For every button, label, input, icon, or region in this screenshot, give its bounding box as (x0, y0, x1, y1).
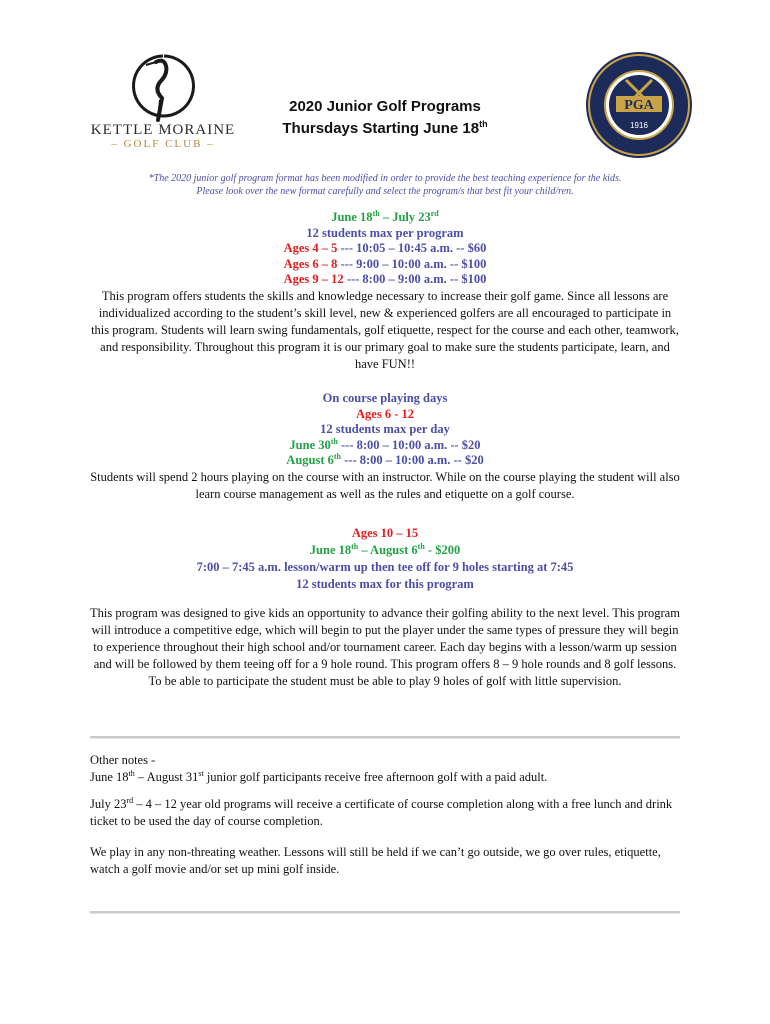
intro-line-1: *The 2020 junior golf program format has been modified in order to provide the best teaching experience for the kids. (148, 173, 622, 184)
note-certificate: July 23rd – 4 – 12 year old programs will receive a certificate of course completion along with a free lunch and drink ticket to be used the day of course completion. (90, 795, 673, 828)
program-weekly-lessons (90, 210, 680, 373)
divider-top (90, 736, 680, 739)
program3-max: 12 students max for this program (296, 577, 474, 591)
pga-logo (584, 50, 694, 160)
program2-max: 12 students max per day (320, 422, 450, 436)
heron-logo-icon (88, 52, 238, 122)
divider-bottom (90, 911, 680, 914)
program2-description: Students will spend 2 hours playing on the course with an instructor. While on the course playing the student will also learn course management as well as the rules and etiquette on a golf course. (90, 469, 680, 501)
note-free-golf: June 18th – August 31st junior golf participants receive free afternoon golf with a paid adult. (90, 768, 548, 784)
title-line-1: 2020 Junior Golf Programs (289, 98, 481, 115)
program2-day: June 30th --- 8:00 – 10:00 a.m. -- $20 (289, 436, 481, 452)
other-notes (90, 752, 680, 888)
program1-max: 12 students max per program (306, 225, 464, 240)
pga-seal-icon (584, 50, 694, 160)
page-title (255, 96, 515, 140)
program3-ages: Ages 10 – 15 (351, 526, 419, 540)
program2-ages: Ages 6 - 12 (356, 406, 414, 421)
program-on-course (90, 391, 680, 503)
note-weather: We play in any non-threating weather. Lessons will still be held if we can’t go outside, we go over rules, etiquette, watch a golf movie and/or set up mini golf inside. (90, 845, 661, 876)
program-advanced (90, 525, 680, 690)
program1-session: Ages 6 – 8 --- 9:00 – 10:00 a.m. -- $100 (283, 256, 487, 271)
program1-dates: June 18th – July 23rd (331, 208, 439, 224)
club-subtitle: – GOLF CLUB – (111, 138, 215, 150)
program1-session: Ages 4 – 5 --- 10:05 – 10:45 a.m. -- $60 (283, 241, 487, 255)
program1-session: Ages 9 – 12 --- 8:00 – 9:00 a.m. -- $100 (283, 272, 487, 286)
program3-dates: June 18th – August 6th - $200 (309, 541, 461, 557)
club-name: KETTLE MORAINE (90, 122, 236, 138)
program2-day: August 6th --- 8:00 – 10:00 a.m. -- $20 (286, 451, 484, 467)
kettle-moraine-logo (88, 52, 238, 152)
program3-schedule: 7:00 – 7:45 a.m. lesson/warm up then tee off for 9 holes starting at 7:45 (196, 560, 574, 574)
program3-description: This program was designed to give kids an opportunity to advance their golfing ability to the next level. This program will introduce a competitive edge, which will begin to put the player under the same types of pressure they will begin to experience throughout their high school and/or tournament career. Each day begins with a lesson/warm up session and will be followed by them teeing off for a 9 hole round. This program offers 8 – 9 hole rounds and 8 golf lessons. To be able to participate the student must be able to play 9 holes of golf with little supervision. (90, 606, 680, 688)
title-line-2: Thursdays Starting June 18th (282, 119, 488, 137)
intro-line-2: Please look over the new format carefully and select the program/s that best fit your child/ren. (196, 186, 574, 197)
pga-year: 1916 (630, 121, 648, 130)
intro-note (90, 172, 680, 198)
pga-initials: PGA (624, 98, 654, 113)
program2-title: On course playing days (322, 391, 448, 405)
program1-description: This program offers students the skills and knowledge necessary to increase their golf game. Since all lessons are individualized according to the student’s skill level, new & experienced golfers are all encouraged to participate in this program. Students will learn swing fundamentals, golf etiquette, respect for the course and each other, teamwork, and responsibility. Throughout this program it is our primary goal to make sure the students participate, learn, and have FUN!! (91, 288, 679, 371)
notes-heading: Other notes - (90, 753, 156, 767)
